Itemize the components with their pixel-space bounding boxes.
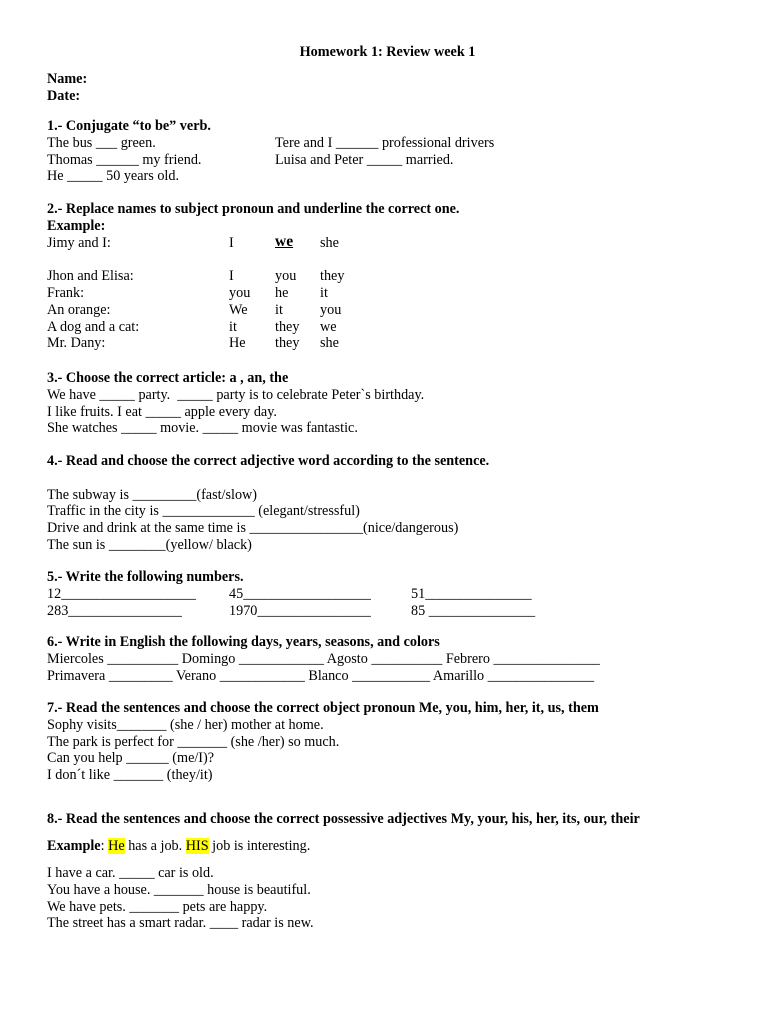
s1-left-line: Thomas ______ my friend.: [47, 151, 202, 168]
s8-example-colon: :: [100, 838, 109, 854]
section-8-heading: 8.- Read the sentences and choose the correct possessive adjectives My, your, his, her, its, our, their: [47, 811, 640, 827]
s2-row: [47, 319, 728, 336]
s8-example-mid: has a job.: [124, 838, 186, 854]
s2-name: Frank:: [47, 284, 85, 301]
s2-option-3: we: [320, 318, 337, 335]
s2-option-2: they: [275, 318, 300, 335]
section-2: [47, 201, 728, 352]
s4-line: The sun is ________(yellow/ black): [47, 536, 252, 553]
s2-option-2-underlined: we: [275, 232, 294, 250]
s2-option-2: he: [275, 284, 289, 301]
s8-line: You have a house. _______ house is beautiful.: [47, 881, 311, 898]
s1-left-line: He _____ 50 years old.: [47, 168, 179, 185]
s7-line: The park is perfect for _______ (she /her) so much.: [47, 733, 340, 750]
s6-line: Miercoles __________ Domingo ____________ Agosto __________ Febrero _______________: [47, 650, 600, 667]
s2-option-1: He: [229, 335, 246, 352]
s2-row: [47, 335, 728, 352]
s1-row: [47, 152, 728, 169]
s5-number-item: 85 _______________: [411, 602, 536, 619]
section-8: [47, 811, 728, 828]
name-label: Name:: [47, 71, 88, 87]
s4-line: The subway is _________(fast/slow): [47, 486, 258, 503]
s1-right-line: Tere and I ______ professional drivers: [275, 134, 495, 151]
s2-name: Mr. Dany:: [47, 335, 106, 352]
s8-lines: [47, 865, 728, 932]
section-7: [47, 700, 728, 784]
page-title: Homework 1: Review week 1: [299, 44, 476, 60]
s2-example-row: [47, 232, 728, 252]
s5-number-item: 1970________________: [229, 602, 371, 619]
s2-option-3: she: [320, 234, 339, 251]
s8-line: The street has a smart radar. ____ radar is new.: [47, 915, 314, 932]
s2-option-1: I: [229, 268, 234, 285]
s5-row: [47, 586, 728, 603]
s2-name: Jimy and I:: [47, 234, 111, 251]
s8-example-label: Example: [47, 838, 101, 854]
s2-example-label: Example:: [47, 217, 106, 234]
s4-line: Drive and drink at the same time is ________________(nice/dangerous): [47, 520, 459, 537]
s2-option-1: it: [229, 318, 237, 335]
section-6-heading: 6.- Write in English the following days, years, seasons, and colors: [47, 634, 440, 650]
s4-line: Traffic in the city is _____________ (elegant/stressful): [47, 503, 360, 520]
s2-option-3: it: [320, 284, 328, 301]
s1-row: [47, 168, 728, 185]
s8-example-end: job is interesting.: [208, 838, 311, 854]
section-6: [47, 634, 728, 684]
s3-line: She watches _____ movie. _____ movie was fantastic.: [47, 420, 358, 437]
section-1-heading: 1.- Conjugate “to be” verb.: [47, 118, 211, 134]
s2-option-2: they: [275, 335, 300, 352]
date-label: Date:: [47, 87, 81, 104]
section-3-heading: 3.- Choose the correct article: a , an, the: [47, 370, 289, 386]
header-fields: [47, 71, 728, 105]
s8-example: [47, 838, 728, 855]
s7-line: Sophy visits_______ (she / her) mother at home.: [47, 716, 324, 733]
s8-example-highlight-possessive: HIS: [185, 838, 209, 854]
s2-row: [47, 268, 728, 285]
s6-line: Primavera _________ Verano ____________ Blanco ___________ Amarillo _______________: [47, 667, 595, 684]
s2-name: A dog and a cat:: [47, 318, 140, 335]
s2-option-1: We: [229, 301, 248, 318]
s8-example-line: [47, 838, 728, 855]
s5-number-item: 12___________________: [47, 585, 196, 602]
section-5-heading: 5.- Write the following numbers.: [47, 569, 244, 585]
s2-name: An orange:: [47, 301, 111, 318]
s2-row: [47, 285, 728, 302]
s2-option-1: you: [229, 284, 251, 301]
s7-line: I don´t like _______ (they/it): [47, 767, 213, 784]
s1-row: [47, 135, 728, 152]
s2-option-2: it: [275, 301, 283, 318]
s5-number-item: 45__________________: [229, 585, 371, 602]
s5-row: [47, 603, 728, 620]
section-3: [47, 370, 728, 437]
section-7-heading: 7.- Read the sentences and choose the correct object pronoun Me, you, him, her, it, us, them: [47, 700, 599, 716]
s8-line: I have a car. _____ car is old.: [47, 865, 214, 881]
spacer: [47, 251, 728, 268]
s3-line: We have _____ party. _____ party is to celebrate Peter`s birthday.: [47, 386, 425, 403]
section-5: [47, 569, 728, 619]
section-2-heading: 2.- Replace names to subject pronoun and underline the correct one.: [47, 201, 460, 217]
s2-option-3: they: [320, 268, 345, 285]
section-4-heading: 4.- Read and choose the correct adjective word according to the sentence.: [47, 453, 490, 469]
s7-line: Can you help ______ (me/I)?: [47, 750, 215, 767]
section-4: [47, 453, 728, 554]
s2-row: [47, 302, 728, 319]
spacer: [47, 470, 728, 487]
section-1: [47, 118, 728, 185]
s8-example-highlight-subject: He: [108, 838, 125, 854]
s1-right-line: Luisa and Peter _____ married.: [275, 151, 454, 168]
s2-option-3: she: [320, 335, 339, 352]
s2-name: Jhon and Elisa:: [47, 268, 134, 285]
s3-line: I like fruits. I eat _____ apple every day.: [47, 403, 277, 420]
s2-option-3: you: [320, 301, 342, 318]
s2-option-2: you: [275, 268, 297, 285]
s8-line: We have pets. _______ pets are happy.: [47, 898, 268, 915]
s1-left-line: The bus ___ green.: [47, 134, 156, 151]
s2-option-1: I: [229, 234, 234, 251]
s5-number-item: 283________________: [47, 602, 182, 619]
s5-number-item: 51_______________: [411, 585, 532, 602]
